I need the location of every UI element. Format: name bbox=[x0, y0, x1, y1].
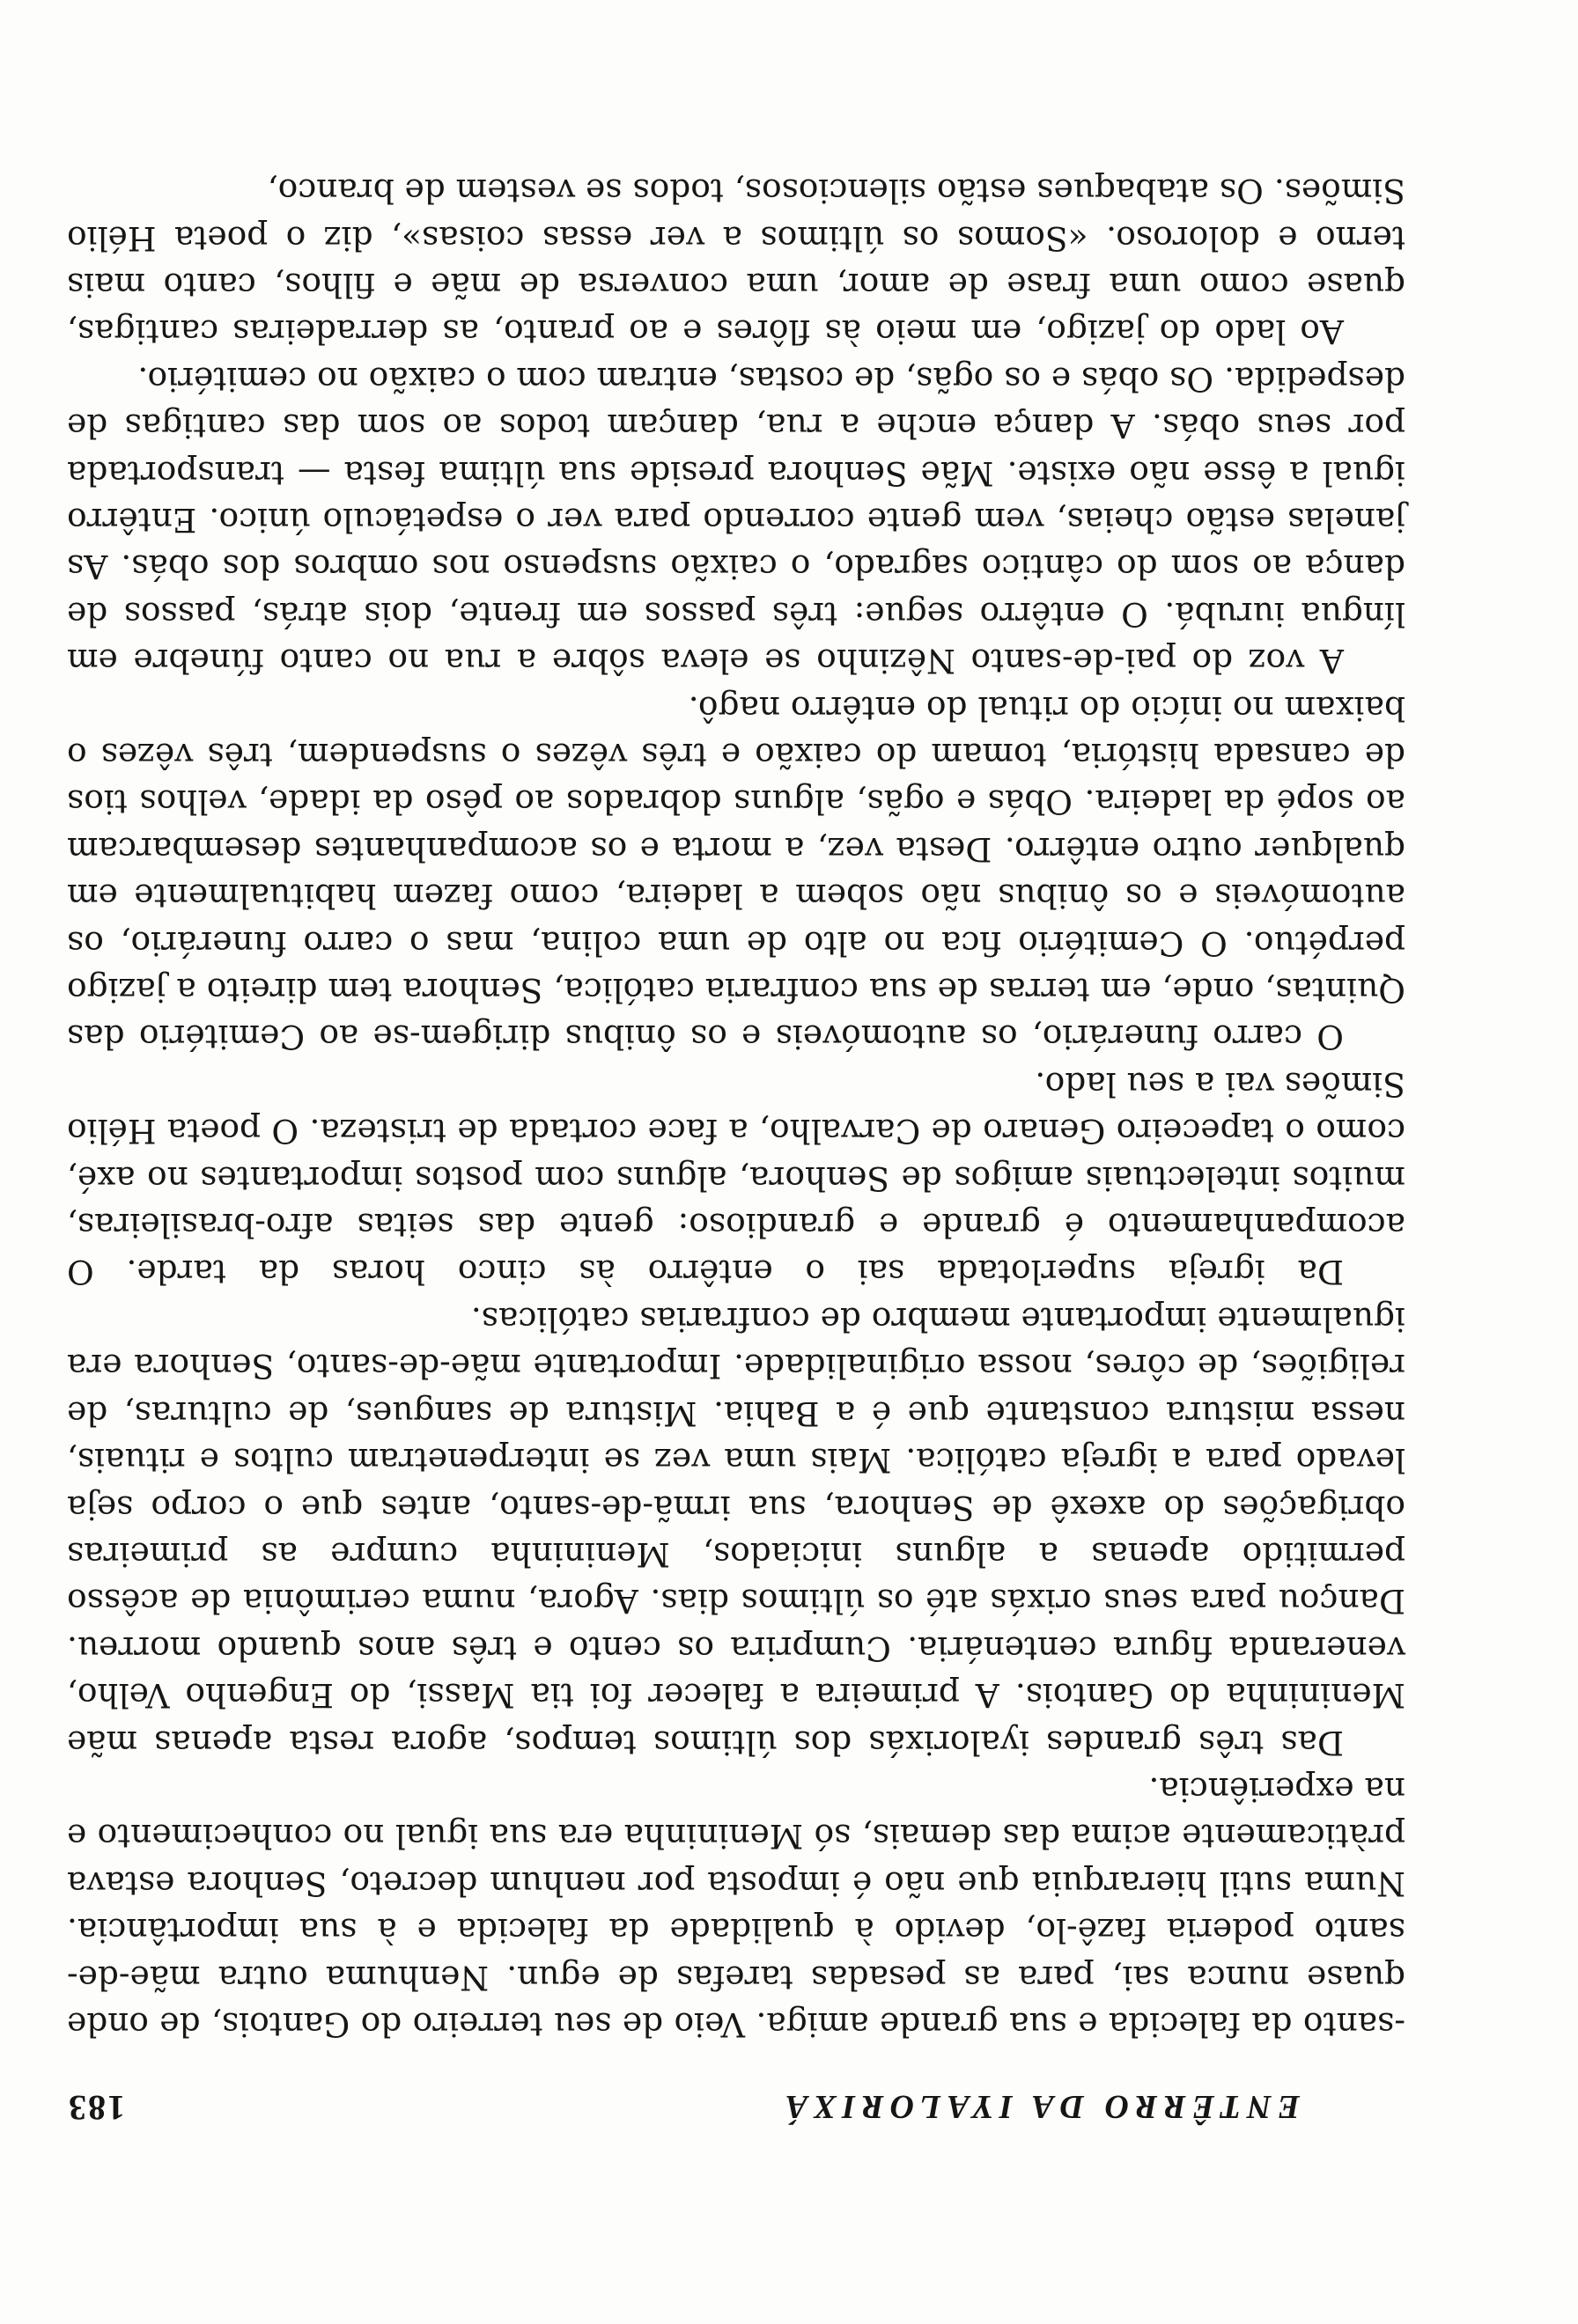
paragraph: Das três grandes iyalorixás dos últimos tempos, agora resta apenas mãe Menininha do Gantois. A primeira a falecer foi tia Massi, do Engenho Velho, veneranda figura centenária. Cumprira os cento e três anos quando morreu. Dançou para seus orixás até os últimos dias. Agora, numa cerimônia de acêsso permitido apenas a alguns iniciados, Menininha cumpre as primeiras obrigações do axexê de Senhora, sua irmã-de-santo, antes que o corpo seja levado para a igreja católica. Mais uma vez se interpenetram cultos e rituais, nessa mistura constante que é a Bahia. Mistura de sangues, de culturas, de religiões, de côres, nossa originalidade. Importante mãe-de-santo, Senhora era igualmente importante membro de confrarias católicas. bbox=[67, 1299, 1405, 1762]
running-head bbox=[67, 2081, 1405, 2129]
paragraph: A voz do pai-de-santo Nêzinho se eleva sôbre a rua no canto fúnebre em língua iurubá. O entêrro segue: três passos em frente, dois atrás, passos de dança ao som do cântico sagrado, o caixão suspenso nos ombros dos obás. As janelas estão cheias, vem gente correndo para ver o espetáculo único. Entêrro igual a êsse não existe. Mãe Senhora preside sua última festa — transportada por seus obás. A dança enche a rua, dançam todos ao som das cantigas de despedida. Os obás e os ogãs, de costas, entram com o caixão no cemitério. bbox=[67, 359, 1405, 681]
paragraph: O carro funerário, os automóveis e os ônibus dirigem-se ao Cemitério das Quintas, onde, em terras de sua confraria católica, Senhora tem direito a jazigo perpétuo. O Cemitério fica no alto de uma colina, mas o carro funerário, os automóveis e os ônibus não sobem a ladeira, como fazem habitualmente em qualquer outro entêrro. Desta vez, a morta e os acompanhantes desembarcam ao sopé da ladeira. Obás e ogãs, alguns dobrados ao pêso da idade, velhos tios de cansada história, tomam do caixão e três vêzes o suspendem, três vêzes o baixam no início do ritual do entêrro nagô. bbox=[67, 688, 1405, 1057]
page-number: 183 bbox=[67, 2088, 125, 2128]
paragraph-continued: -santo da falecida e sua grande amiga. Veio de seu terreiro do Gantois, de onde quase nunca sai, para as pesadas tarefas de egun. Nenhuma outra mãe-de-santo poderia fazê-lo, devido à qualidade da falecida e à sua importância. Numa sutil hierarquia que não é imposta por nenhum decreto, Senhora estava pràticamente acima das demais, só Menininha era sua igual no conhecimento e na experiência. bbox=[67, 1769, 1405, 2044]
paragraph: Ao lado do jazigo, em meio às flôres e ao pranto, as derradeiras cantigas, quase como uma frase de amor, uma conversa de mãe e filhos, canto mais terno e doloroso. «Somos os últimos a ver essas coisas», diz o poeta Hélio Simões. Os atabaques estão silenciosos, todos se vestem de branco, bbox=[67, 172, 1405, 352]
running-title: ENTÊRRO DA IYALORIXÁ bbox=[778, 2088, 1300, 2125]
text-block bbox=[67, 167, 1405, 2183]
paragraph: Da igreja superlotada sai o entêrro às cinco horas da tarde. O acompanhamento é grande e grandioso: gente das seitas afro-brasileiras, muitos intelectuais amigos de Senhora, alguns com postos importantes no axé, como o tapeceiro Genaro de Carvalho, a face cortada de tristeza. O poeta Hélio Simões vai a seu lado. bbox=[67, 1064, 1405, 1292]
